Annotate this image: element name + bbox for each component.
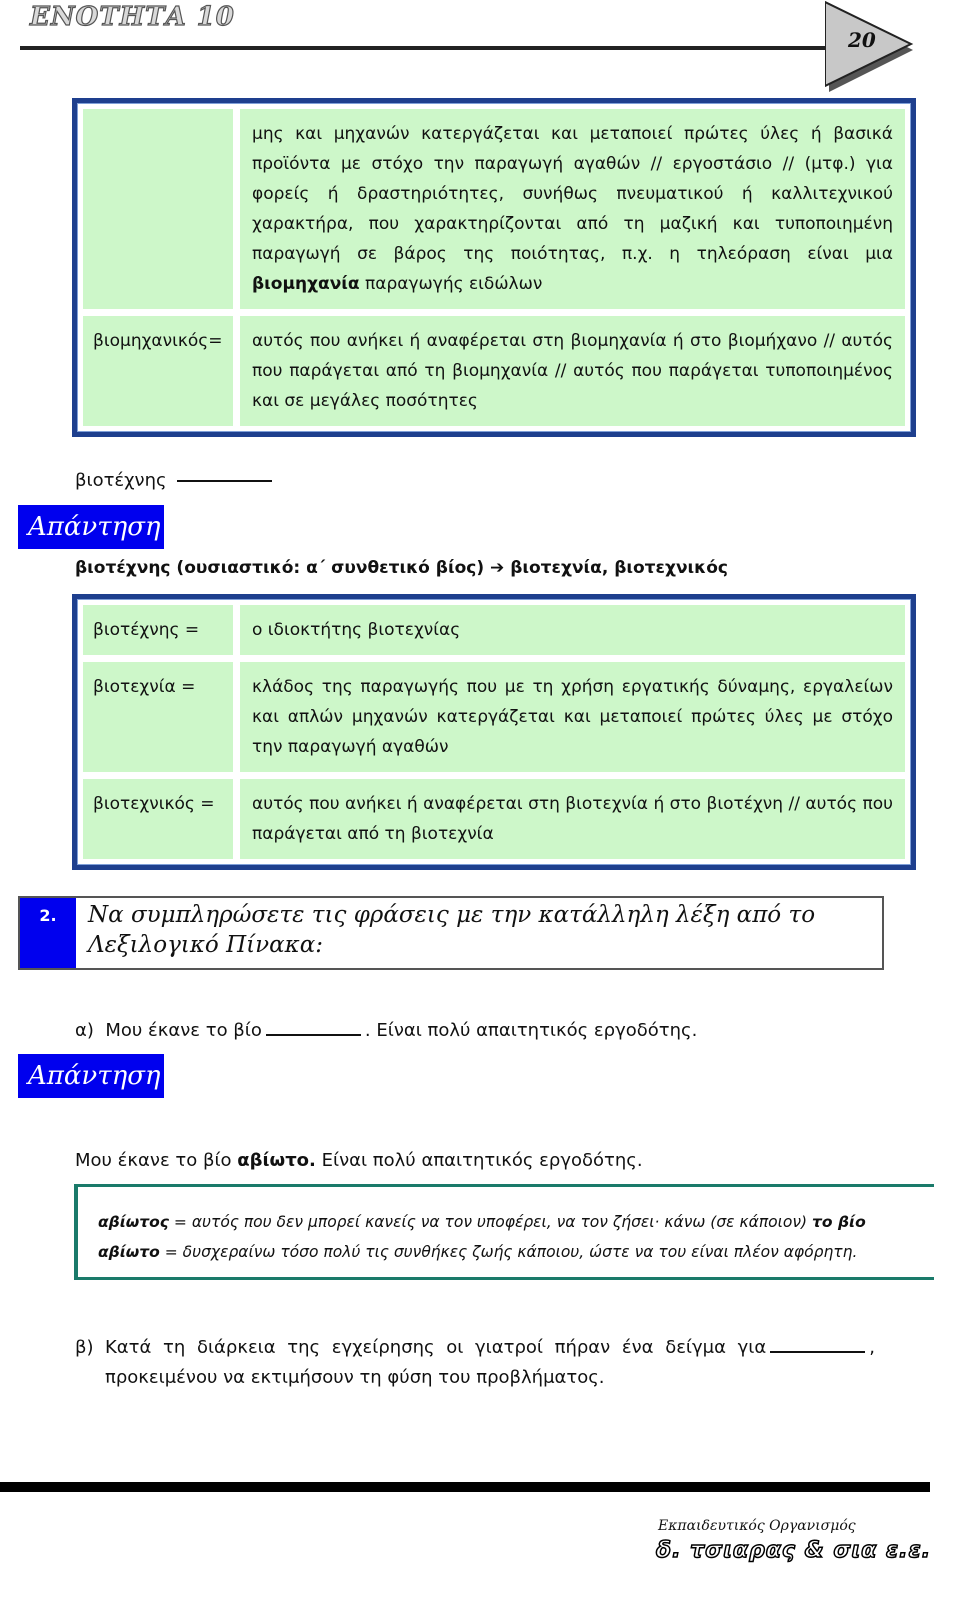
word-prompt	[75, 470, 272, 491]
answer-label: Απάντηση	[18, 505, 164, 549]
item-b-text	[105, 1333, 875, 1393]
item-text: Κατά τη διάρκεια της εγχείρησης οι γιατροί πήραν ένα δείγμα για	[105, 1337, 767, 1358]
table-row	[83, 109, 905, 309]
item-a-answer	[75, 1150, 643, 1171]
item-b	[75, 1333, 875, 1393]
page-badge-arrow-icon	[825, 0, 940, 95]
answer-text: Είναι πολύ απαιτητικός εργοδότης.	[315, 1150, 643, 1171]
header-rule	[20, 46, 850, 50]
table-row	[83, 662, 905, 772]
vocabulary-table-1	[72, 98, 916, 437]
definition-cell	[240, 109, 905, 309]
vocabulary-table-2	[72, 594, 916, 870]
item-prefix: β)	[75, 1337, 94, 1358]
page-number: 20	[848, 28, 876, 52]
definition-text: μης και μηχανών κατεργάζεται και μεταποιεί πρώτες ύλες ή βασικά προϊόντα με στόχο την παραγωγή αγαθών // εργοστάσιο // (μτφ.) για φορείς ή δραστηριότητες, συνήθως πνευματικού ή καλλιτεχνικού χαρακτήρα, που χαρακτηρίζονται από τη μαζική και τυποποιημένη παραγωγή σε βάρος της ποιότητας, π.χ. η τηλεόραση είναι μια	[252, 124, 893, 264]
definition-bold: βιομηχανία	[252, 274, 360, 294]
term-cell: βιοτεχνία =	[83, 662, 233, 772]
term-cell: βιομηχανικός=	[83, 316, 233, 426]
table-row	[83, 605, 905, 655]
item-text: , προκειμένου να εκτιμήσουν τη φύση του προβλήματος.	[105, 1337, 875, 1388]
etymology-derivatives: βιοτεχνία, βιοτεχνικός	[510, 558, 728, 578]
footer-organization: Εκπαιδευτικός Οργανισμός	[658, 1518, 856, 1534]
unit-title: ΕΝΟΤΗΤΑ 10	[30, 2, 235, 32]
definition-box	[74, 1184, 934, 1280]
question-text: Να συμπληρώσετε τις φράσεις με την κατάλληλη λέξη από το Λεξιλογικό Πίνακα:	[88, 902, 816, 958]
definition-cell	[240, 316, 905, 426]
etymology-line	[75, 558, 728, 578]
table-row	[83, 316, 905, 426]
answer-label: Απάντηση	[18, 1054, 164, 1098]
arrow-right-icon: ➔	[490, 558, 505, 578]
definition-text: = αυτός που δεν μπορεί κανείς να τον υποφέρει, να τον ζήσει· κάνω (σε κάποιον)	[168, 1213, 813, 1231]
term-cell: βιοτέχνης =	[83, 605, 233, 655]
answer-word: αβίωτο.	[237, 1150, 316, 1171]
answer-blank[interactable]	[770, 1351, 865, 1353]
footer-rule	[0, 1482, 930, 1492]
definition-term: το βίο αβίωτο	[98, 1213, 866, 1261]
term-cell	[83, 109, 233, 309]
answer-text: Μου έκανε το βίο	[75, 1150, 238, 1171]
answer-blank[interactable]	[266, 1034, 361, 1036]
word-prompt-text: βιοτέχνης	[75, 470, 167, 491]
question-number: 2.	[20, 898, 76, 968]
answer-blank[interactable]	[177, 480, 272, 482]
item-text: . Είναι πολύ απαιτητικός εργοδότης.	[364, 1020, 698, 1041]
definition-text: = δυσχεραίνω τόσο πολύ τις συνθήκες ζωής κάποιου, ώστε να του είναι πλέον αφόρητη.	[159, 1243, 858, 1261]
item-a	[75, 1020, 697, 1041]
definition-term: αβίωτος	[98, 1213, 169, 1231]
definition-text: παραγωγής ειδώλων	[359, 274, 543, 294]
definition-cell: αυτός που ανήκει ή αναφέρεται στη βιοτεχνία ή στο βιοτέχνη // αυτός που παράγεται από τη βιοτεχνία	[240, 779, 905, 859]
footer-company-logo: δ. τσιαρας & σια ε.ε.	[656, 1538, 932, 1563]
item-prefix: α)	[75, 1020, 94, 1041]
definition-text: αυτός που ανήκει ή αναφέρεται στη βιομηχανία ή στο βιομήχανο // αυτός που παράγεται από τη βιομηχανία // αυτός που παράγεται τυποποιημένος και σε μεγάλες ποσότητες	[252, 331, 893, 411]
table-row	[83, 779, 905, 859]
question-2-box	[18, 896, 884, 970]
definition-cell: ο ιδιοκτήτης βιοτεχνίας	[240, 605, 905, 655]
definition-cell: κλάδος της παραγωγής που με τη χρήση εργατικής δύναμης, εργαλείων και απλών μηχανών κατεργάζεται και μεταποιεί πρώτες ύλες με στόχο την παραγωγή αγαθών	[240, 662, 905, 772]
term-cell: βιοτεχνικός =	[83, 779, 233, 859]
item-text: Μου έκανε το βίο	[105, 1020, 262, 1041]
etymology-text: βιοτέχνης (ουσιαστικό: α΄ συνθετικό βίος)	[75, 558, 485, 578]
